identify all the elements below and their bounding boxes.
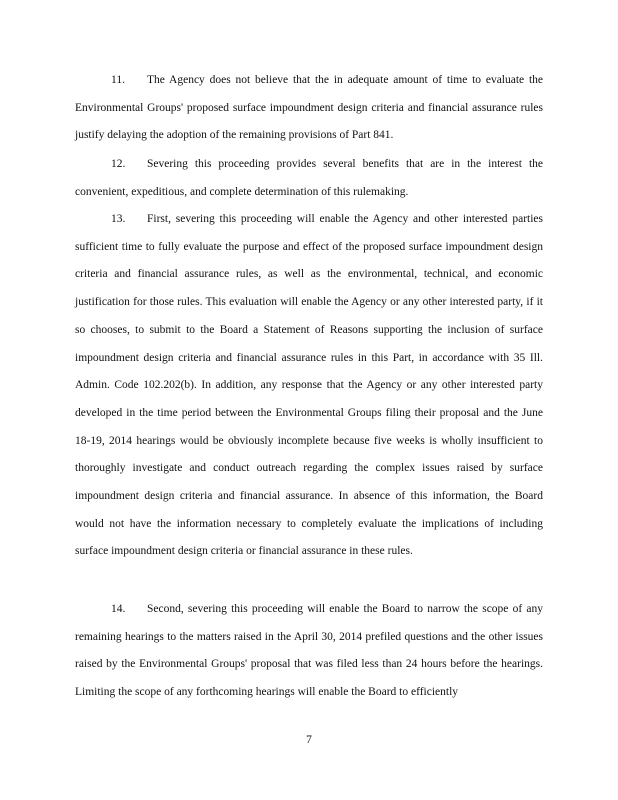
paragraph-text: The Agency does not believe that the in adequate amount of time to evaluate the Environmental Groups' proposed surface impoundment design criteria and financial assurance rules justify delaying the adoption of the remaining provisions of Part 841. — [75, 74, 543, 142]
paragraph-number: 12. — [111, 158, 126, 170]
paragraph-13 — [75, 206, 543, 566]
paragraph-number: 14. — [111, 603, 126, 615]
paragraph-12 — [75, 151, 543, 206]
paragraph-number: 11. — [111, 74, 125, 86]
paragraph-text: Second, severing this proceeding will enable the Board to narrow the scope of any remaining hearings to the matters raised in the April 30, 2014 prefiled questions and the other issues raised by the Environmental Groups' proposal that was filed less than 24 hours before the hearings. Limiting the scope of any forthcoming hearings will enable the Board to efficiently — [75, 603, 543, 699]
paragraph-number: 13. — [111, 213, 126, 225]
paragraph-text: Severing this proceeding provides several benefits that are in the interest the convenient, expeditious, and complete determination of this rulemaking. — [75, 158, 543, 198]
paragraph-text: First, severing this proceeding will enable the Agency and other interested parties sufficient time to fully evaluate the purpose and effect of the proposed surface impoundment design criteria and financial assurance rules, as well as the environmental, technical, and economic justification for those rules. This evaluation will enable the Agency or any other interested party, if it so chooses, to submit to the Board a Statement of Reasons supporting the inclusion of surface impoundment design criteria and financial assurance rules in this Part, in accordance with 35 Ill. Admin. Code 102.202(b). In addition, any response that the Agency or any other interested party developed in the time period between the Environmental Groups filing their proposal and the June 18-19, 2014 hearings would be obviously incomplete because five weeks is wholly insufficient to thoroughly investigate and conduct outreach regarding the complex issues raised by surface impoundment design criteria and financial assurance. In absence of this information, the Board would not have the information necessary to completely evaluate the implications of including surface impoundment design criteria or financial assurance in these rules. — [75, 213, 543, 558]
paragraph-11 — [75, 67, 543, 150]
page-number: 7 — [306, 734, 312, 746]
paragraph-14 — [75, 596, 543, 707]
